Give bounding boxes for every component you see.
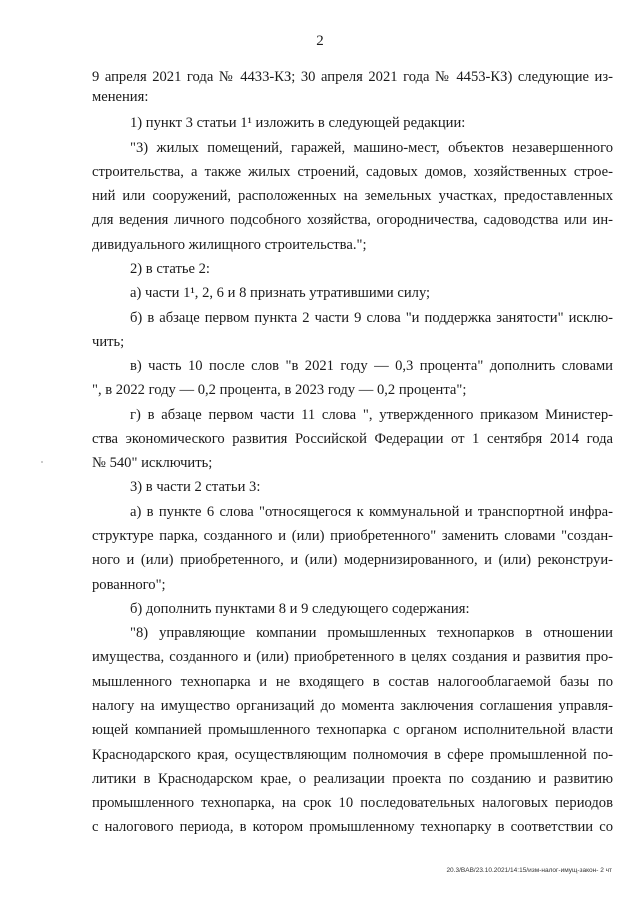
body-line: "3) жилых помещений, гаражей, машино-мест, объектов незавершенного [130, 140, 613, 156]
body-line: ства экономического развития Российской Федерации от 1 сентября 2014 года [92, 431, 613, 447]
body-line: 9 апреля 2021 года № 4433-КЗ; 30 апреля 2021 года № 4453-КЗ) следующие из- [92, 69, 613, 85]
body-line: структуре парка, созданного и (или) приобретенного" заменить словами "создан- [92, 528, 613, 544]
body-line: а) в пункте 6 слова "относящегося к коммунальной и транспортной инфра- [130, 504, 613, 520]
body-line: ний или сооружений, расположенных на земельных участках, предоставленных [92, 188, 613, 204]
document-footer-code: 20.3/BAB/23.10.2021/14:15/изм-налог-имущ-закон- 2 чт [446, 867, 612, 874]
body-line: "8) управляющие компании промышленных технопарков в отношении [130, 625, 613, 641]
body-line: чить; [92, 334, 125, 350]
body-line: ", в 2022 году — 0,2 процента, в 2023 году — 0,2 процента"; [92, 382, 467, 398]
page-number: 2 [316, 33, 324, 49]
body-line: б) в абзаце первом пункта 2 части 9 слова "и поддержка занятости" исклю- [130, 310, 613, 326]
body-line: а) части 1¹, 2, 6 и 8 признать утратившими силу; [130, 285, 431, 301]
body-line: литики в Краснодарском крае, о реализации проекта по созданию и развитию [92, 771, 613, 787]
body-line: б) дополнить пунктами 8 и 9 следующего содержания: [130, 601, 470, 617]
body-line: промышленного технопарка, на срок 10 последовательных налоговых периодов [92, 795, 613, 811]
body-line: дивидуального жилищного строительства."; [92, 237, 367, 253]
body-line: с налогового периода, в котором промышленному технопарку в соответствии со [92, 819, 613, 835]
body-line: 2) в статье 2: [130, 261, 210, 277]
body-line: ного и (или) приобретенного, и (или) модернизированного, и (или) реконструи- [92, 552, 613, 568]
body-line: рованного"; [92, 577, 166, 593]
body-line: менения: [92, 89, 149, 105]
scan-speck [41, 461, 43, 463]
body-line: налогу на имущество организаций до момента заключения соглашения управля- [92, 698, 613, 714]
body-line: 3) в части 2 статьи 3: [130, 479, 261, 495]
body-line: строительства, а также жилых строений, садовых домов, хозяйственных строе- [92, 164, 613, 180]
body-line: г) в абзаце первом части 11 слова ", утвержденного приказом Министер- [130, 407, 613, 423]
body-line: Краснодарского края, осуществляющим полномочия в сфере промышленной по- [92, 747, 613, 763]
body-line: в) часть 10 после слов "в 2021 году — 0,3 процента" дополнить словами [130, 358, 613, 374]
body-line: для ведения личного подсобного хозяйства, огородничества, садоводства или ин- [92, 212, 613, 228]
body-line: имущества, созданного и (или) приобретенного в целях создания и развития про- [92, 649, 613, 665]
body-line: мышленного технопарка и не входящего в состав налогооблагаемой базы по [92, 674, 613, 690]
body-line: № 540" исключить; [92, 455, 213, 471]
body-line: 1) пункт 3 статьи 1¹ изложить в следующей редакции: [130, 115, 466, 131]
body-line: ющей компанией промышленного технопарка с органом исполнительной власти [92, 722, 613, 738]
